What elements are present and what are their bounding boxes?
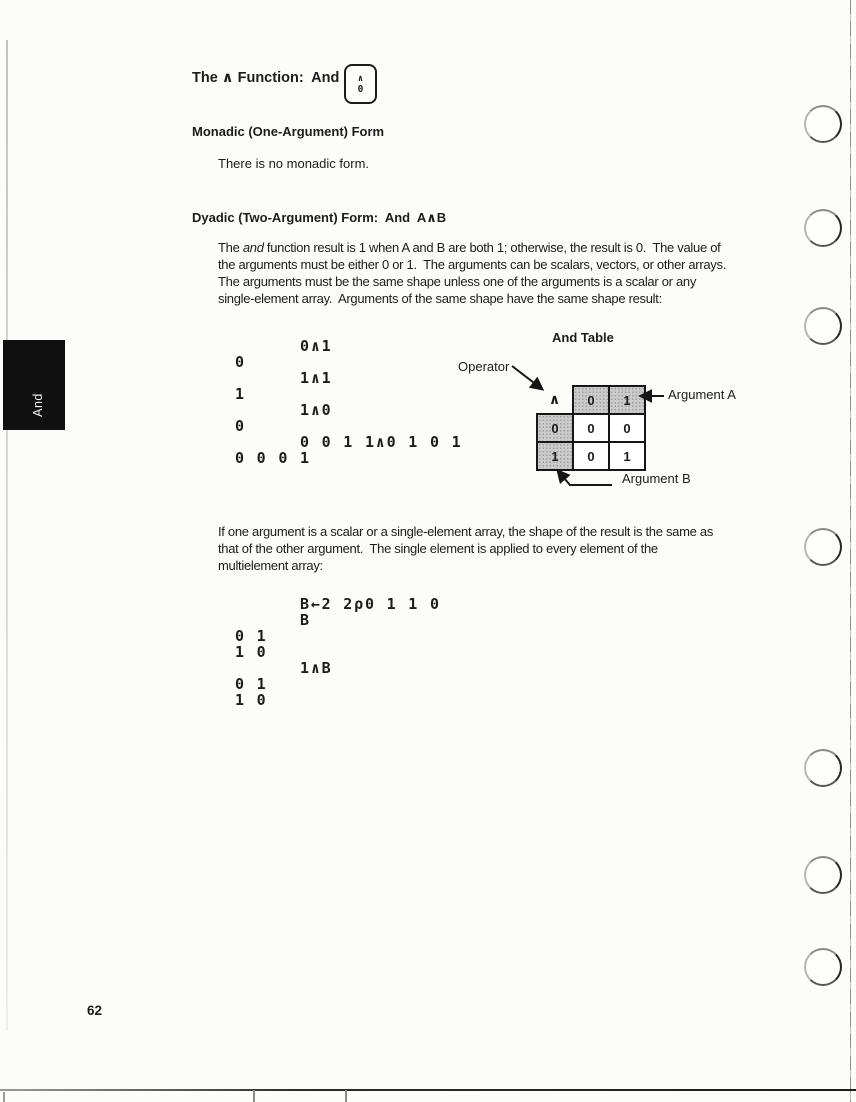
binder-hole: [804, 307, 842, 345]
result-cell: 0: [573, 414, 609, 442]
argument-b-label: Argument B: [622, 471, 691, 486]
argument-a-label: Argument A: [668, 387, 736, 402]
argument-b-header-cell: 1: [537, 442, 573, 470]
result-cell: 0: [573, 442, 609, 470]
operator-label: Operator: [458, 359, 510, 374]
page-number: 62: [87, 1003, 103, 1018]
binder-hole: [804, 856, 842, 894]
apl-code-line: 1: [235, 385, 246, 403]
apl-code-line: 0: [235, 353, 246, 371]
page-title: The ∧ Function: And: [192, 70, 340, 86]
apl-code-line: 1∧0: [235, 401, 333, 419]
apl-code-line: 1 0: [235, 643, 268, 661]
apl-code-line: 1 0: [235, 691, 268, 709]
apl-example-same-shape: [235, 338, 462, 466]
apl-code-line: 1∧B: [235, 659, 333, 677]
keycap-operator-glyph: ∧: [357, 73, 364, 84]
italic-word-and: and: [242, 240, 264, 255]
operator-symbol-cell: ∧: [548, 391, 561, 407]
result-cell: 0: [609, 414, 645, 442]
paragraph-text: function result is 1 when A and B are both 1; otherwise, the result is 0. The value of the arguments must be either 0 or 1. The arguments can be scalars, vectors, or other arrays. The arguments must be the same shape unless one of the arguments is a scalar or any single-element array. Arguments of the same shape have the same shape result:: [218, 240, 733, 306]
scalar-note-paragraph: If one argument is a scalar or a single-element array, the shape of the result is the same as that of the other argument. The single element is applied to every element of the multielement array:: [218, 524, 717, 573]
side-tab-label: And: [31, 393, 45, 417]
dyadic-description-paragraph: [218, 239, 733, 307]
binder-hole: [804, 105, 842, 143]
argument-b-arrow: [558, 471, 612, 485]
keycap-base-glyph: 0: [357, 83, 364, 95]
monadic-form-body: There is no monadic form.: [218, 156, 370, 171]
page-edge-line-right: [850, 0, 851, 1102]
apl-code-line: 1∧1: [235, 369, 333, 387]
argument-a-header-cell: 0: [573, 386, 609, 414]
operator-arrow: [512, 366, 542, 389]
bottom-tick-mark: [3, 1092, 5, 1102]
apl-code-line: 0 0 1 1∧0 1 0 1: [235, 433, 463, 451]
apl-code-line: 0 1: [235, 627, 268, 645]
and-table-title: And Table: [552, 330, 614, 345]
result-cell: 1: [609, 442, 645, 470]
apl-code-line: 0: [235, 417, 246, 435]
argument-b-header-cell: 0: [537, 414, 573, 442]
dyadic-form-heading: Dyadic (Two-Argument) Form: And A∧B: [192, 210, 447, 225]
and-table-diagram: [440, 325, 760, 505]
apl-code-line: 0∧1: [235, 337, 333, 355]
bottom-tick-mark: [253, 1090, 255, 1102]
apl-code-line: 0 1: [235, 675, 268, 693]
bottom-tick-mark: [345, 1090, 347, 1102]
side-tab-and: [3, 340, 65, 430]
page-edge-line-left: [6, 40, 8, 1030]
paragraph-text: The: [218, 240, 243, 255]
apl-keycap: [344, 64, 377, 104]
apl-code-line: B←2 2ρ0 1 1 0: [235, 595, 441, 613]
apl-example-scalar: [235, 596, 441, 708]
binder-hole: [804, 209, 842, 247]
diagram-arrows: [440, 325, 760, 505]
argument-a-header-cell: 1: [609, 386, 645, 414]
apl-code-line: B: [235, 611, 311, 629]
binder-hole: [804, 948, 842, 986]
apl-code-line: 0 0 0 1: [235, 449, 311, 467]
monadic-form-heading: Monadic (One-Argument) Form: [192, 124, 385, 139]
binder-hole: [804, 528, 842, 566]
page-bottom-rule: [0, 1089, 856, 1091]
binder-hole: [804, 749, 842, 787]
